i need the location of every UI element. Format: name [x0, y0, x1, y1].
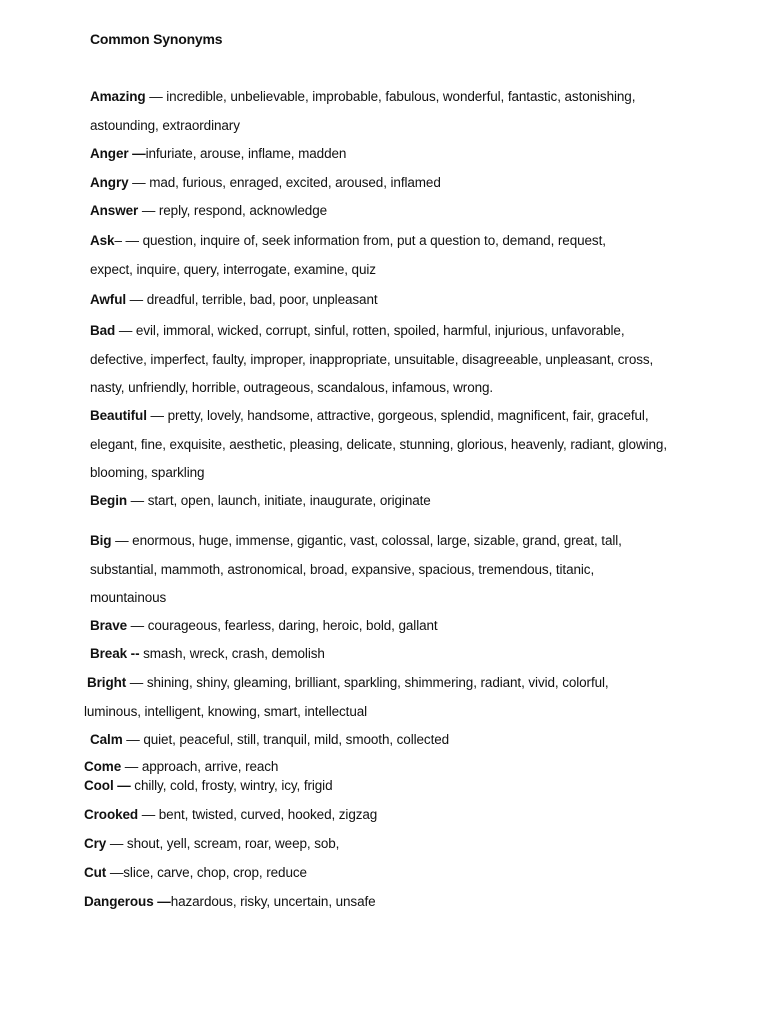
synonym-entry [90, 227, 650, 284]
entry-word: Ask [90, 233, 115, 248]
entry-synonyms: pretty, lovely, handsome, attractive, gorgeous, splendid, magnificent, fair, graceful, elegant, fine, exquisite, aesthetic, pleasing, delicate, stunning, glorious, heavenly, radiant, glowing, blooming, sparkling [90, 408, 667, 480]
entry-separator: — [138, 807, 159, 822]
synonym-entry [90, 402, 670, 488]
entry-word: Calm [90, 732, 123, 747]
entry-word: Awful [90, 292, 126, 307]
synonym-entry [84, 669, 654, 726]
entry-word: Bad [90, 323, 116, 338]
synonym-entry [90, 169, 690, 198]
entry-separator: — [126, 292, 147, 307]
entry-word: Answer [90, 203, 139, 218]
entry-synonyms: quiet, peaceful, still, tranquil, mild, smooth, collected [143, 732, 450, 747]
synonym-entry [84, 859, 684, 888]
entry-word: Cool [84, 778, 114, 793]
entry-synonyms: shining, shiny, gleaming, brilliant, sparkling, shimmering, radiant, vivid, colorful, luminous, intelligent, knowing, smart, intellectual [84, 675, 609, 719]
synonym-entry [90, 527, 650, 613]
entry-synonyms: approach, arrive, reach [141, 759, 279, 774]
entry-separator: — [122, 732, 144, 747]
page-title: Common Synonyms [90, 31, 223, 47]
entry-separator: -- [127, 646, 144, 661]
synonym-entry [90, 612, 690, 641]
entry-separator: — [113, 778, 135, 793]
entry-word: Dangerous [84, 894, 154, 909]
entry-word: Break [90, 646, 128, 661]
entry-synonyms: question, inquire of, seek information from, put a question to, demand, request, expect, inquire, query, interrogate, examine, quiz [90, 233, 606, 277]
synonym-entry [90, 317, 670, 403]
synonym-entry [90, 83, 680, 140]
entry-synonyms: reply, respond, acknowledge [158, 203, 328, 218]
entry-word: Crooked [84, 807, 139, 822]
entry-word: Big [90, 533, 112, 548]
entry-word: Beautiful [90, 408, 147, 423]
entry-synonyms: incredible, unbelievable, improbable, fabulous, wonderful, fantastic, astonishing, astounding, extraordinary [90, 89, 636, 133]
entry-synonyms: infuriate, arouse, inflame, madden [145, 146, 347, 161]
entry-synonyms: hazardous, risky, uncertain, unsafe [170, 894, 376, 909]
entry-word: Come [84, 759, 122, 774]
synonym-entry [84, 777, 684, 795]
entry-separator: — [127, 618, 148, 633]
entry-separator: — [111, 533, 133, 548]
entry-synonyms: start, open, launch, initiate, inaugurate, originate [147, 493, 431, 508]
synonym-entry [90, 640, 690, 669]
entry-separator: — [145, 89, 167, 104]
entry-separator: — [121, 759, 142, 774]
entry-word: Cut [84, 865, 107, 880]
synonym-entry [90, 197, 690, 226]
entry-synonyms: mad, furious, enraged, excited, aroused, inflamed [149, 175, 441, 190]
entry-word: Brave [90, 618, 128, 633]
synonym-entry [84, 758, 684, 776]
entry-synonyms: evil, immoral, wicked, corrupt, sinful, rotten, spoiled, harmful, injurious, unfavorable, defective, imperfect, faulty, improper, inappropriate, unsuitable, disagreeable, unpleasant, cross, nasty, unfriendly, horrible, outrageous, scandalous, infamous, wrong. [90, 323, 654, 395]
entry-word: Cry [84, 836, 107, 851]
entry-separator: — [106, 836, 127, 851]
entry-separator: — [115, 323, 136, 338]
entry-separator: — [106, 865, 124, 880]
synonym-entry [90, 487, 690, 516]
entry-synonyms: enormous, huge, immense, gigantic, vast, colossal, large, sizable, grand, great, tall, substantial, mammoth, astronomical, broad, expansive, spacious, tremendous, titanic, mountainous [90, 533, 622, 605]
synonym-entry [84, 830, 684, 859]
entry-separator: — [153, 894, 171, 909]
entry-synonyms: smash, wreck, crash, demolish [143, 646, 325, 661]
synonym-entry [90, 286, 690, 315]
entry-separator: — [146, 408, 168, 423]
entry-separator: — [138, 203, 159, 218]
entry-synonyms: dreadful, terrible, bad, poor, unpleasant [146, 292, 378, 307]
entry-separator: — [128, 175, 150, 190]
entry-word: Begin [90, 493, 128, 508]
synonym-entry [90, 140, 690, 169]
entry-separator: — [128, 146, 146, 161]
entry-separator: — [126, 675, 147, 690]
entry-word: Angry [90, 175, 129, 190]
entry-word: Bright [87, 675, 127, 690]
entry-word: Anger [90, 146, 129, 161]
entry-synonyms: slice, carve, chop, crop, reduce [123, 865, 307, 880]
entry-synonyms: courageous, fearless, daring, heroic, bold, gallant [147, 618, 438, 633]
synonym-entry [84, 888, 684, 917]
synonym-entry [90, 726, 690, 755]
entry-word: Amazing [90, 89, 146, 104]
entry-separator: – — [114, 233, 143, 248]
synonym-entry [84, 801, 684, 830]
entry-synonyms: bent, twisted, curved, hooked, zigzag [158, 807, 378, 822]
entry-separator: — [127, 493, 148, 508]
entry-synonyms: shout, yell, scream, roar, weep, sob, [126, 836, 340, 851]
entry-synonyms: chilly, cold, frosty, wintry, icy, frigid [134, 778, 333, 793]
